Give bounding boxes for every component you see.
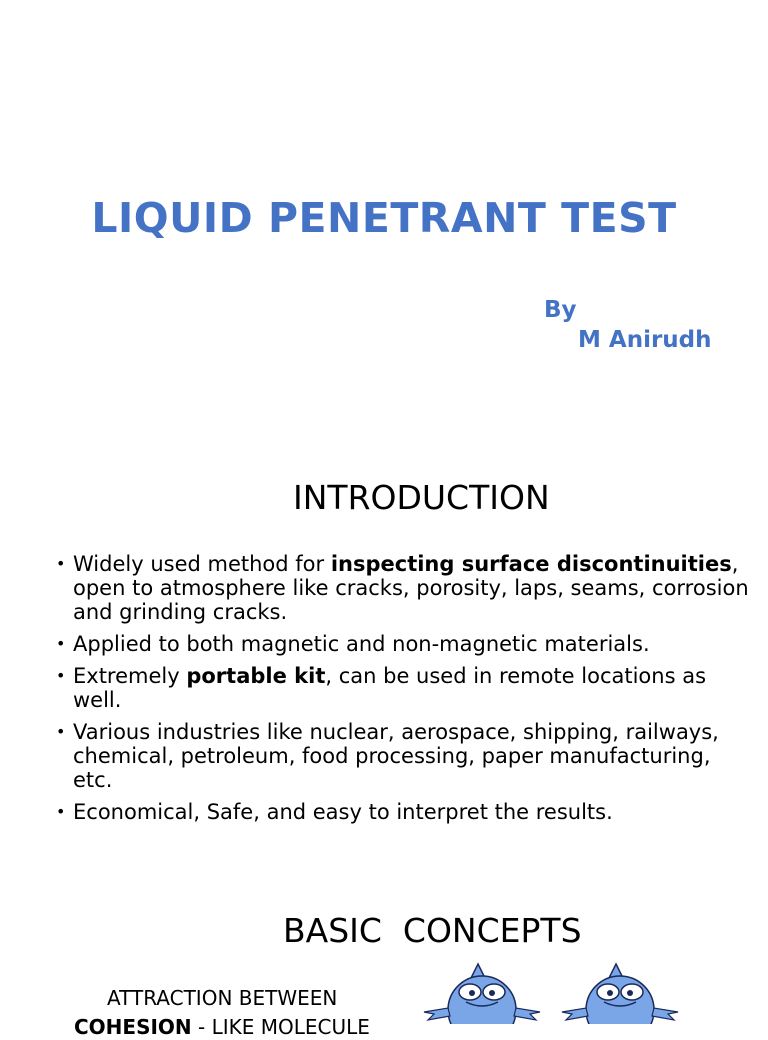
- introduction-bullet-list: [56, 552, 756, 832]
- author-by-label: By: [544, 297, 577, 323]
- cohesion-description: - LIKE MOLECULE: [191, 1015, 370, 1039]
- attraction-label: ATTRACTION BETWEEN: [107, 986, 338, 1010]
- bullet-icon: •: [56, 634, 66, 653]
- bullet-icon: •: [56, 802, 66, 821]
- bullet-text: Economical, Safe, and easy to interpret the results.: [73, 800, 613, 824]
- author-name: M Anirudh: [578, 327, 712, 353]
- molecule-cartoon-icon: [420, 958, 690, 1024]
- bullet-emphasis: inspecting surface discontinuities: [330, 552, 732, 576]
- bullet-item: [56, 632, 756, 656]
- bullet-icon: •: [56, 554, 66, 573]
- molecule-left-icon: [424, 964, 540, 1024]
- bullet-text: Widely used method for: [73, 552, 331, 576]
- slide-title: LIQUID PENETRANT TEST: [91, 194, 677, 242]
- bullet-item: [56, 720, 756, 792]
- bullet-item: [56, 552, 756, 624]
- bullet-text: , open to atmosphere like cracks, porosity, laps, seams, corrosion and grinding cracks.: [73, 552, 749, 624]
- bullet-text: Extremely: [73, 664, 187, 688]
- molecule-right-icon: [562, 964, 678, 1024]
- bullet-icon: •: [56, 666, 66, 685]
- bullet-item: [56, 664, 756, 712]
- bullet-text: Applied to both magnetic and non-magnetic materials.: [73, 632, 650, 656]
- basic-concepts-heading: BASIC CONCEPTS: [283, 911, 582, 950]
- bullet-text: , can be used in remote locations as well.: [73, 664, 707, 712]
- bullet-emphasis: portable kit: [186, 664, 326, 688]
- introduction-heading: INTRODUCTION: [293, 478, 550, 517]
- cohesion-term: COHESION: [74, 1015, 192, 1039]
- bullet-icon: •: [56, 722, 66, 741]
- cohesion-line: [74, 1014, 370, 1040]
- bullet-item: [56, 800, 756, 824]
- molecule-cartoon-svg: [420, 958, 690, 1024]
- bullet-text: Various industries like nuclear, aerospace, shipping, railways, chemical, petroleum, food processing, paper manufacturing, etc.: [73, 720, 719, 792]
